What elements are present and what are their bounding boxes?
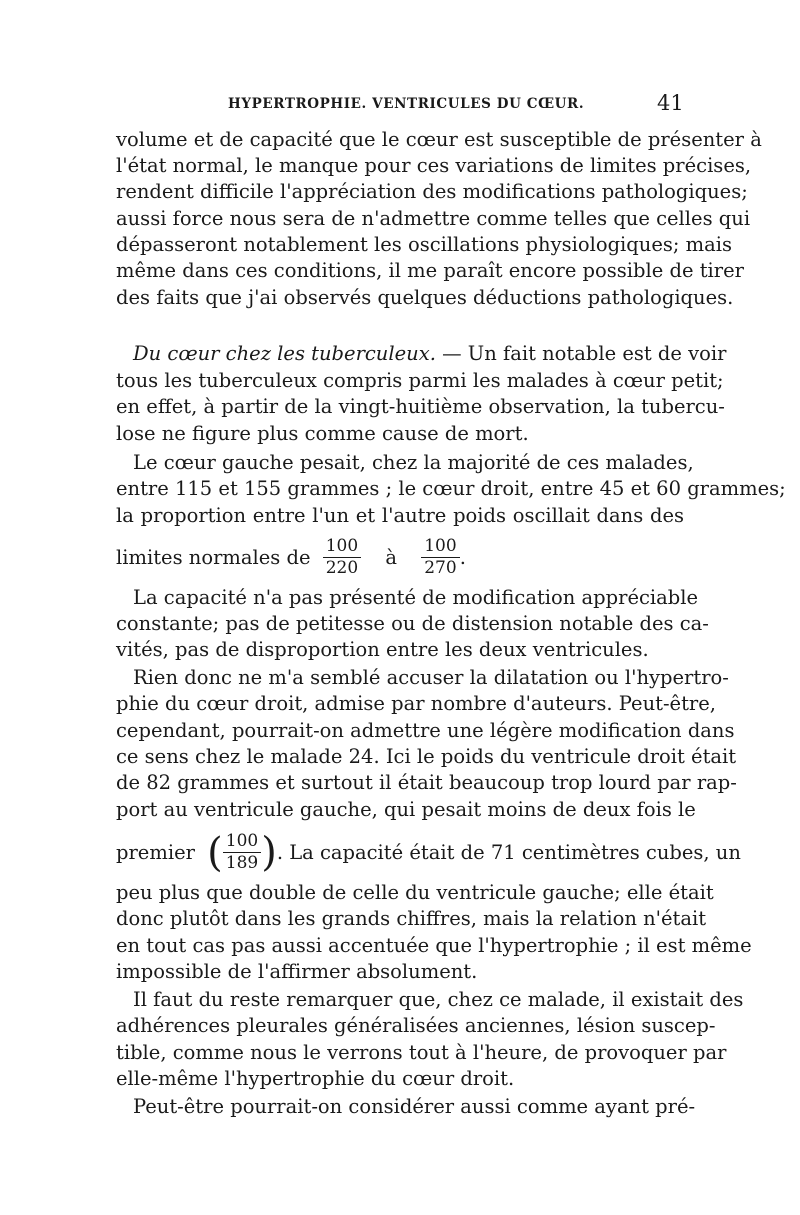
- text-line: cependant, pourrait-on admettre une légère modification dans: [116, 719, 735, 742]
- text-line: en tout cas pas aussi accentuée que l'hypertrophie ; il est même: [116, 934, 752, 957]
- section-heading: Du cœur chez les tuberculeux.: [133, 342, 436, 365]
- text-line: ce sens chez le malade 24. Ici le poids du ventricule droit était: [116, 745, 737, 768]
- text-fragment: — Un fait notable est de voir: [435, 342, 727, 365]
- text-fragment: .: [459, 545, 466, 569]
- text-fragment: limites normales de: [116, 545, 311, 569]
- text-line: des faits que j'ai observés quelques déductions pathologiques.: [116, 286, 734, 309]
- text-line: lose ne figure plus comme cause de mort.: [116, 422, 529, 445]
- fraction: [223, 833, 261, 872]
- fraction-denominator: 220: [325, 558, 359, 578]
- text-line: port au ventricule gauche, qui pesait moins de deux fois le: [116, 798, 696, 821]
- fraction-numerator: 100: [223, 833, 261, 853]
- text-line: La capacité n'a pas présenté de modification appréciable: [133, 586, 699, 609]
- text-line: aussi force nous sera de n'admettre comme telles que celles qui: [116, 207, 751, 230]
- text-fragment: premier: [116, 840, 195, 864]
- text-line: peu plus que double de celle du ventricule gauche; elle était: [116, 881, 714, 904]
- text-line: Le cœur gauche pesait, chez la majorité de ces malades,: [133, 451, 694, 474]
- text-line: adhérences pleurales généralisées anciennes, lésion suscep-: [116, 1014, 716, 1037]
- text-line: la proportion entre l'un et l'autre poids oscillait dans des: [116, 504, 684, 527]
- text-line: [133, 341, 727, 367]
- text-line: Peut-être pourrait-on considérer aussi comme ayant pré-: [133, 1095, 696, 1118]
- text-line: volume et de capacité que le cœur est susceptible de présenter à: [116, 128, 762, 151]
- text-line: donc plutôt dans les grands chiffres, mais la relation n'était: [116, 907, 707, 930]
- text-line-with-fractions: [116, 531, 684, 584]
- text-line: en effet, à partir de la vingt-huitième observation, la tubercu-: [116, 395, 725, 418]
- parenthesis: (: [207, 829, 223, 876]
- fraction-denominator: 189: [225, 853, 259, 873]
- text-line: rendent difficile l'appréciation des modifications pathologiques;: [116, 180, 748, 203]
- text-line: dépasseront notablement les oscillations physiologiques; mais: [116, 233, 733, 256]
- fraction-numerator: 100: [421, 538, 459, 558]
- text-fragment: . La capacité était de 71 centimètres cubes, un: [276, 840, 741, 864]
- running-header: HYPERTROPHIE. VENTRICULES DU CŒUR.: [228, 96, 585, 112]
- text-line: vités, pas de disproportion entre les deux ventricules.: [116, 638, 649, 661]
- page-number: 41: [657, 91, 684, 115]
- text-fragment: à: [385, 545, 398, 569]
- text-line: entre 115 et 155 grammes ; le cœur droit, entre 45 et 60 grammes;: [116, 477, 786, 500]
- text-line: constante; pas de petitesse ou de distension notable des ca-: [116, 612, 709, 635]
- text-line: même dans ces conditions, il me paraît encore possible de tirer: [116, 259, 744, 282]
- text-line: de 82 grammes et surtout il était beaucoup trop lourd par rap-: [116, 771, 737, 794]
- text-line: elle-même l'hypertrophie du cœur droit.: [116, 1067, 515, 1090]
- text-line: impossible de l'affirmer absolument.: [116, 960, 478, 983]
- fraction-numerator: 100: [323, 538, 361, 558]
- fraction: [421, 538, 459, 577]
- text-line: Il faut du reste remarquer que, chez ce malade, il existait des: [133, 988, 744, 1011]
- text-line: Rien donc ne m'a semblé accuser la dilatation ou l'hypertro-: [133, 666, 729, 689]
- parenthesis: ): [261, 829, 277, 876]
- text-line: l'état normal, le manque pour ces variations de limites précises,: [116, 154, 752, 177]
- text-line: tous les tuberculeux compris parmi les malades à cœur petit;: [116, 369, 724, 392]
- text-line: tible, comme nous le verrons tout à l'heure, de provoquer par: [116, 1041, 727, 1064]
- text-line: phie du cœur droit, admise par nombre d'auteurs. Peut-être,: [116, 692, 716, 715]
- fraction-denominator: 270: [424, 558, 457, 578]
- fraction: [323, 538, 361, 577]
- text-line-with-fractions: [116, 826, 741, 879]
